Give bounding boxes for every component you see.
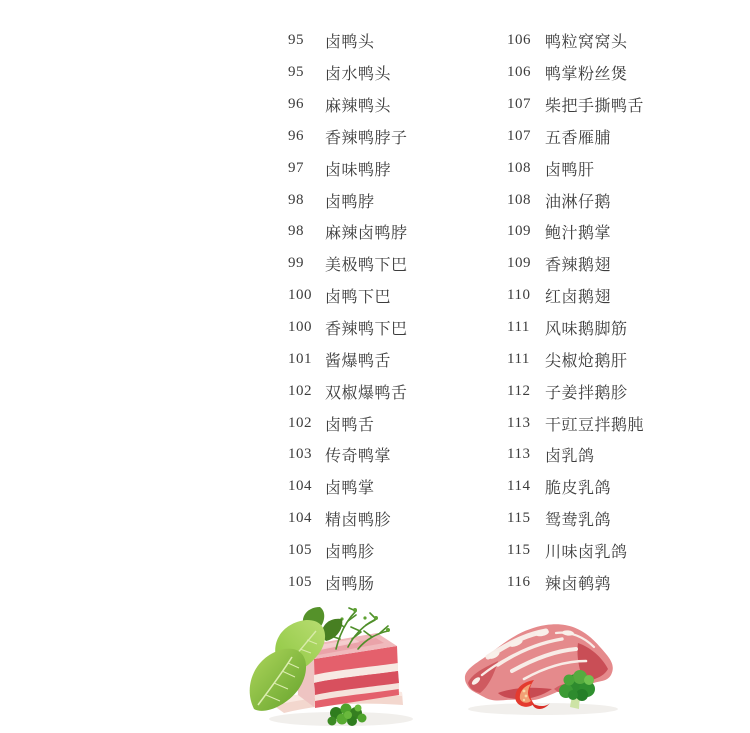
toc-entry (288, 312, 408, 344)
toc-page-number: 102 (288, 382, 312, 399)
toc-entry (288, 566, 408, 598)
toc-page-number: 107 (507, 127, 531, 144)
toc-dish-title: 尖椒炝鹅肝 (545, 352, 628, 370)
toc-page-number: 113 (507, 414, 531, 431)
toc-entry (507, 121, 644, 153)
toc-entry (507, 312, 644, 344)
toc-entry (507, 89, 644, 121)
toc-dish-title: 香辣鸭下巴 (325, 321, 408, 339)
toc-entry (507, 343, 644, 375)
toc-page-number: 100 (288, 287, 312, 304)
toc-page-number: 106 (507, 32, 531, 49)
toc-entry (507, 503, 644, 535)
toc-page-number: 99 (288, 255, 304, 272)
toc-dish-title: 美极鸭下巴 (325, 257, 408, 275)
toc-entry (288, 152, 408, 184)
toc-page-number: 107 (507, 96, 531, 113)
toc-dish-title: 卤味鸭脖 (325, 161, 392, 179)
toc-entry (507, 216, 644, 248)
toc-entry (288, 121, 408, 153)
toc-entry (507, 25, 644, 57)
toc-entry (288, 184, 408, 216)
toc-entry (507, 471, 644, 503)
toc-dish-title: 香辣鹅翅 (545, 257, 612, 275)
toc-page-number: 108 (507, 159, 531, 176)
toc-page-number: 104 (288, 510, 312, 527)
toc-page-number: 115 (507, 510, 531, 527)
toc-dish-title: 卤鸭肝 (545, 161, 595, 179)
toc-entry (288, 439, 408, 471)
toc-page-number: 114 (507, 478, 531, 495)
toc-dish-title: 卤鸭掌 (325, 480, 375, 498)
toc-left-column (288, 25, 408, 598)
toc-dish-title: 鸭掌粉丝煲 (545, 66, 628, 84)
toc-page-number: 116 (507, 573, 531, 590)
toc-entry (288, 280, 408, 312)
toc-page-number: 96 (288, 127, 304, 144)
toc-entry (507, 184, 644, 216)
toc-dish-title: 香辣鸭脖子 (325, 129, 408, 147)
toc-page-number: 115 (507, 541, 531, 558)
toc-page-number: 98 (288, 191, 304, 208)
toc-page-number: 101 (288, 350, 312, 367)
toc-entry (507, 57, 644, 89)
toc-page-number: 113 (507, 446, 531, 463)
toc-dish-title: 卤鸭头 (325, 34, 375, 52)
toc-entry (507, 152, 644, 184)
toc-dish-title: 麻辣鸭头 (325, 98, 392, 116)
toc-page-number: 95 (288, 64, 304, 81)
toc-entry (507, 439, 644, 471)
toc-entry (288, 57, 408, 89)
toc-dish-title: 传奇鸭掌 (325, 448, 392, 466)
toc-dish-title: 卤鸭脖 (325, 193, 375, 211)
pork-ribs-illustration (458, 603, 625, 723)
toc-page-number: 106 (507, 64, 531, 81)
toc-dish-title: 双椒爆鸭舌 (325, 384, 408, 402)
toc-page-number: 100 (288, 319, 312, 336)
toc-page-number: 111 (507, 350, 530, 367)
toc-page-number: 109 (507, 255, 531, 272)
toc-page-number: 105 (288, 573, 312, 590)
toc-dish-title: 卤水鸭头 (325, 66, 392, 84)
toc-dish-title: 油淋仔鹅 (545, 193, 612, 211)
toc-dish-title: 精卤鸭胗 (325, 512, 392, 530)
toc-page-number: 102 (288, 414, 312, 431)
toc-dish-title: 脆皮乳鸽 (545, 480, 612, 498)
toc-page-number: 112 (507, 382, 531, 399)
toc-page-number: 95 (288, 32, 304, 49)
toc-entry (288, 248, 408, 280)
toc-dish-title: 川味卤乳鸽 (545, 543, 628, 561)
toc-dish-title: 卤鸭肠 (325, 575, 375, 593)
toc-entry (288, 25, 408, 57)
toc-dish-title: 卤鸭下巴 (325, 289, 392, 307)
toc-entry (288, 375, 408, 407)
toc-page-number: 108 (507, 191, 531, 208)
toc-dish-title: 红卤鹅翅 (545, 289, 612, 307)
toc-dish-title: 五香雁脯 (545, 129, 612, 147)
toc-entry (507, 535, 644, 567)
toc-page-number: 110 (507, 287, 531, 304)
toc-entry (507, 375, 644, 407)
toc-entry (507, 248, 644, 280)
toc-page-number: 97 (288, 159, 304, 176)
toc-page-number: 105 (288, 541, 312, 558)
toc-dish-title: 卤鸭舌 (325, 416, 375, 434)
pork-belly-photo (236, 597, 422, 730)
toc-page-number: 111 (507, 319, 530, 336)
toc-dish-title: 酱爆鸭舌 (325, 352, 392, 370)
toc-entry (288, 216, 408, 248)
toc-page-number: 98 (288, 223, 304, 240)
toc-dish-title: 辣卤鹌鹑 (545, 575, 612, 593)
toc-entry (288, 471, 408, 503)
toc-page-number: 104 (288, 478, 312, 495)
toc-page-number: 109 (507, 223, 531, 240)
toc-entry (507, 280, 644, 312)
pork-ribs-photo (458, 603, 625, 723)
toc-dish-title: 卤鸭胗 (325, 543, 375, 561)
toc-entry (288, 89, 408, 121)
toc-dish-title: 卤乳鸽 (545, 448, 595, 466)
toc-page-number: 103 (288, 446, 312, 463)
toc-dish-title: 柴把手撕鸭舌 (545, 98, 645, 116)
pork-belly-illustration (236, 597, 422, 730)
toc-entry (507, 407, 644, 439)
toc-dish-title: 麻辣卤鸭脖 (325, 225, 408, 243)
toc-page-number: 96 (288, 96, 304, 113)
toc-right-column (507, 25, 644, 598)
toc-dish-title: 鲍汁鹅掌 (545, 225, 612, 243)
toc-entry (288, 343, 408, 375)
toc-dish-title: 干豇豆拌鹅肫 (545, 416, 645, 434)
toc-entry (288, 407, 408, 439)
toc-dish-title: 鸳鸯乳鸽 (545, 512, 612, 530)
toc-entry (288, 503, 408, 535)
toc-entry (507, 566, 644, 598)
toc-dish-title: 子姜拌鹅胗 (545, 384, 628, 402)
toc-dish-title: 鸭粒窝窝头 (545, 34, 628, 52)
toc-entry (288, 535, 408, 567)
toc-dish-title: 风味鹅脚筋 (545, 321, 628, 339)
